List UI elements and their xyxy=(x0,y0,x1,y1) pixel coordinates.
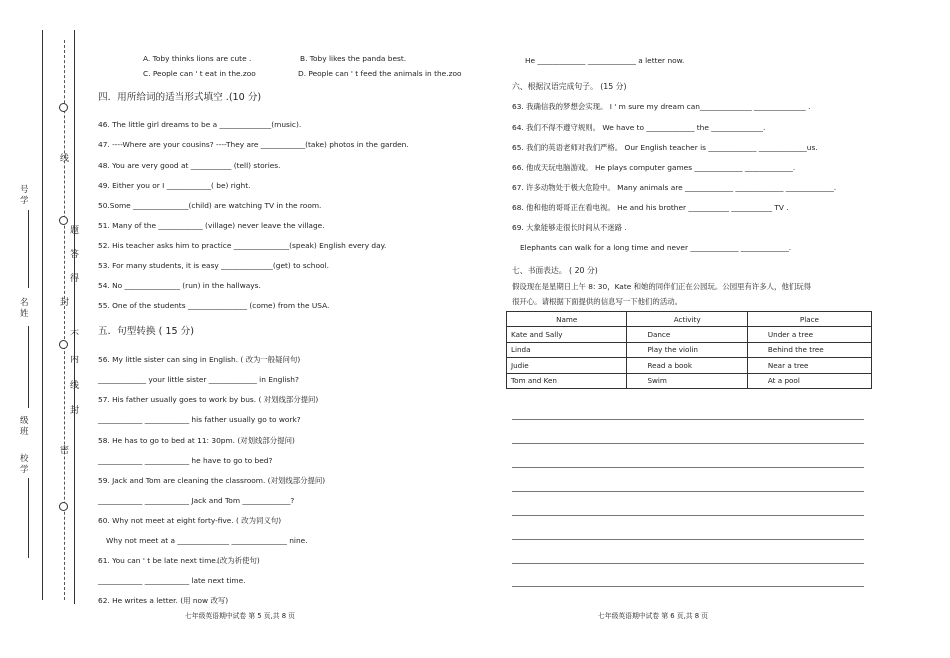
writing-line[interactable] xyxy=(512,539,864,540)
table-cell: Near a tree xyxy=(747,358,871,373)
option-d: D. People can ' t feed the animals in the.zoo xyxy=(298,69,462,78)
label-name: 名姓 xyxy=(20,298,29,319)
table-cell: Behind the tree xyxy=(747,342,871,357)
table-header-row xyxy=(507,312,872,327)
table-cell: Kate and Sally xyxy=(507,327,627,342)
section-5-title: 五．句型转换 ( 15 分) xyxy=(98,326,194,337)
binding-hole xyxy=(59,216,68,225)
question-66: 66. 他成天玩电脑游戏。 He plays computer games _____________ _____________. xyxy=(512,163,796,172)
answer-58: ____________ ____________ he have to go to bed? xyxy=(98,456,273,465)
question-54: 54. No _______________ (run) in the hallways. xyxy=(98,281,261,290)
question-52: 52. His teacher asks him to practice _______________(speak) English every day. xyxy=(98,241,387,250)
label-class: 级班 xyxy=(20,416,29,437)
info-blank-line xyxy=(28,478,29,558)
writing-line[interactable] xyxy=(512,467,864,468)
question-60: 60. Why not meet at eight forty-five. ( 改为同义句) xyxy=(98,516,282,525)
essay-prompt-line-1: 假设现在是星期日上午 8: 30，Kate 和她的同伴们正在公园玩。公园里有许多人，他们玩得 xyxy=(512,282,812,291)
answer-56: _____________ your little sister _____________ in English? xyxy=(98,375,299,384)
section-6-title: 六、根据汉语完成句子。 (15 分) xyxy=(512,82,627,91)
option-a: A. Toby thinks lions are cute . xyxy=(143,54,252,63)
question-58: 58. He has to go to bed at 11: 30pm. (对划线部分提问) xyxy=(98,436,295,445)
question-63: 63. 我确信我的梦想会实现。 I ' m sure my dream can______________ ______________ . xyxy=(512,102,811,111)
margin-line-outer xyxy=(42,30,43,600)
writing-line[interactable] xyxy=(512,419,864,420)
seal-char: 线 xyxy=(60,154,70,164)
table-cell: Read a book xyxy=(627,358,747,373)
question-61-note: (改为祈使句) xyxy=(217,556,260,565)
question-55: 55. One of the students ________________ (come) from the USA. xyxy=(98,301,330,310)
question-65: 65. 我们的英语老师对我们严格。 Our English teacher is _____________ _____________us. xyxy=(512,143,818,152)
info-blank-line xyxy=(28,326,29,408)
question-56: 56. My little sister can sing in English. ( 改为一般疑问句) xyxy=(98,355,301,364)
info-blank-line xyxy=(28,210,29,288)
page-footer-left: 七年级英语期中试卷 第 5 页,共 8 页 xyxy=(185,612,295,620)
table-cell: Dance xyxy=(627,327,747,342)
page-footer-right: 七年级英语期中试卷 第 6 页,共 8 页 xyxy=(598,612,708,620)
question-46: 46. The little girl dreams to be a ______________(music). xyxy=(98,120,302,129)
table-row xyxy=(507,342,872,357)
writing-line[interactable] xyxy=(512,563,864,564)
answer-61: ____________ ____________ late next time. xyxy=(98,576,246,585)
essay-prompt-line-2: 很开心。请根据下面提供的信息写一下他们的活动。 xyxy=(512,297,682,306)
table-cell: Judie xyxy=(507,358,627,373)
table-cell: Tom and Ken xyxy=(507,373,627,388)
option-c: C. People can ' t eat in the.zoo xyxy=(143,69,256,78)
activity-table xyxy=(506,311,872,389)
table-cell: Swim xyxy=(627,373,747,388)
table-header: Name xyxy=(507,312,627,327)
question-59: 59. Jack and Tom are cleaning the classroom. (对划线部分提问) xyxy=(98,476,326,485)
seal-char: 不 xyxy=(70,330,80,340)
question-57: 57. His father usually goes to work by bus. ( 对划线部分提问) xyxy=(98,395,319,404)
answer-69: Elephants can walk for a long time and never _____________ _____________. xyxy=(520,243,792,252)
question-67: 67. 许多动物处于极大危险中。 Many animals are _____________ _____________ _____________. xyxy=(512,183,837,192)
answer-59: ____________ ____________ Jack and Tom _____________? xyxy=(98,496,295,505)
question-64: 64. 我们不得不遵守规则。 We have to _____________ the ______________. xyxy=(512,123,766,132)
table-header: Activity xyxy=(627,312,747,327)
question-48: 48. You are very good at ___________ (tell) stories. xyxy=(98,161,281,170)
label-student-number: 号学 xyxy=(20,185,29,206)
table-row xyxy=(507,327,872,342)
seal-dashed-line xyxy=(64,40,65,600)
question-51: 51. Many of the ____________ (village) never leave the village. xyxy=(98,221,325,230)
seal-char: 内 xyxy=(70,355,80,365)
section-4-title: 四．用所给词的适当形式填空 .(10 分) xyxy=(98,92,262,103)
margin-line-inner xyxy=(74,30,75,604)
binding-hole xyxy=(59,340,68,349)
seal-char: 答 xyxy=(70,250,80,260)
section-7-title: 七、书面表达。 ( 20 分) xyxy=(512,266,598,275)
option-b: B. Toby likes the panda best. xyxy=(300,54,407,63)
label-school: 校学 xyxy=(20,454,29,475)
table-cell: Linda xyxy=(507,342,627,357)
table-header: Place xyxy=(747,312,871,327)
binding-hole xyxy=(59,502,68,511)
question-53: 53. For many students, it is easy ______________(get) to school. xyxy=(98,261,329,270)
binding-hole xyxy=(59,103,68,112)
writing-line[interactable] xyxy=(512,443,864,444)
table-cell: At a pool xyxy=(747,373,871,388)
question-69: 69. 大象能够走很长时间从不迷路 . xyxy=(512,223,627,232)
seal-char: 题 xyxy=(70,226,80,236)
seal-char: 线 xyxy=(70,381,80,391)
question-61: 61. You can ' t be late next time. xyxy=(98,556,219,565)
table-row xyxy=(507,373,872,388)
seal-char: 密 xyxy=(60,446,70,456)
seal-char: 封 xyxy=(60,298,70,308)
table-cell: Under a tree xyxy=(747,327,871,342)
writing-line[interactable] xyxy=(512,491,864,492)
answer-62: He _____________ _____________ a letter now. xyxy=(525,56,685,65)
question-50: 50.Some _______________(child) are watching TV in the room. xyxy=(98,201,322,210)
writing-line[interactable] xyxy=(512,586,864,587)
seal-char: 封 xyxy=(70,406,80,416)
answer-60: Why not meet at a ______________ _______________ nine. xyxy=(106,536,308,545)
question-49: 49. Either you or I ____________( be) right. xyxy=(98,181,251,190)
question-47: 47. ----Where are your cousins? ----They are ____________(take) photos in the garden. xyxy=(98,140,409,149)
table-row xyxy=(507,358,872,373)
question-62: 62. He writes a letter. (用 now 改写) xyxy=(98,596,229,605)
table-cell: Play the violin xyxy=(627,342,747,357)
seal-char: 得 xyxy=(70,274,80,284)
writing-line[interactable] xyxy=(512,515,864,516)
question-68: 68. 他和他的哥哥正在看电视。 He and his brother ___________ ___________ TV . xyxy=(512,203,789,212)
answer-57: ____________ ____________ his father usually go to work? xyxy=(98,415,301,424)
